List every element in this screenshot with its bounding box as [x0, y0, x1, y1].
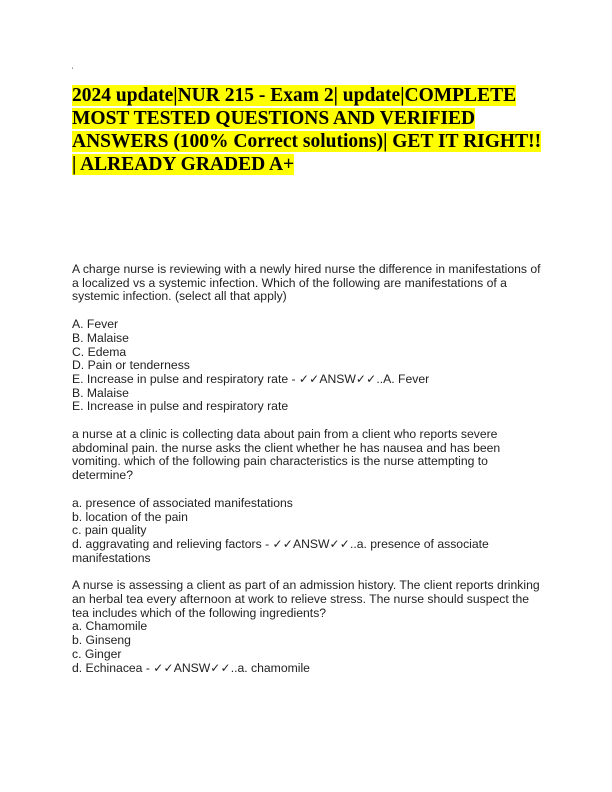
- question-2-option: c. pain quality: [72, 523, 147, 538]
- question-3-answer: d. Echinacea - ✓✓ANSW✓✓..a. chamomile: [72, 660, 310, 675]
- question-2: [72, 428, 542, 565]
- question-3: [72, 579, 542, 675]
- question-1-answer: B. Malaise: [72, 385, 129, 400]
- page-marker: ': [72, 68, 74, 74]
- title-highlight: 2024 update|NUR 215 - Exam 2| update|COMPLETE MOST TESTED QUESTIONS AND VERIFIED ANSWERS (100% Correct solutions)| GET IT RIGHT!! | ALREADY GRADED A+: [72, 85, 542, 175]
- question-1-answer: E. Increase in pulse and respiratory rate: [72, 399, 289, 414]
- document-title: [72, 84, 542, 176]
- question-1-answer: E. Increase in pulse and respiratory rate - ✓✓ANSW✓✓..A. Fever: [72, 371, 430, 386]
- question-1-stem: A charge nurse is reviewing with a newly hired nurse the difference in manifestations of a localized vs a systemic infection. Which of the following are manifestations of a systemic infection. (select all that apply): [72, 262, 541, 304]
- question-3-stem: A nurse is assessing a client as part of an admission history. The client reports drinking an herbal tea every afternoon at work to relieve stress. The nurse should suspect the tea includes which of the following ingredients?: [72, 578, 540, 620]
- question-3-option: c. Ginger: [72, 646, 122, 661]
- question-2-answer: d. aggravating and relieving factors - ✓✓ANSW✓✓..a. presence of associate manifestations: [72, 536, 489, 565]
- question-1-option: A. Fever: [72, 317, 119, 332]
- question-3-option: b. Ginseng: [72, 633, 131, 648]
- question-2-option: a. presence of associated manifestations: [72, 495, 293, 510]
- question-2-option: b. location of the pain: [72, 509, 188, 524]
- question-1: [72, 263, 542, 414]
- spacer: [72, 304, 542, 318]
- question-1-option: B. Malaise: [72, 330, 129, 345]
- question-2-stem: a nurse at a clinic is collecting data about pain from a client who reports severe abdominal pain. the nurse asks the client whether he has nausea and has been vomiting. which of the following pain characteristics is the nurse attempting to determine?: [72, 427, 501, 483]
- question-3-option: a. Chamomile: [72, 619, 148, 634]
- question-1-option: C. Edema: [72, 344, 127, 359]
- question-1-option: D. Pain or tenderness: [72, 358, 190, 373]
- spacer: [72, 483, 542, 497]
- questions-content: [72, 263, 542, 689]
